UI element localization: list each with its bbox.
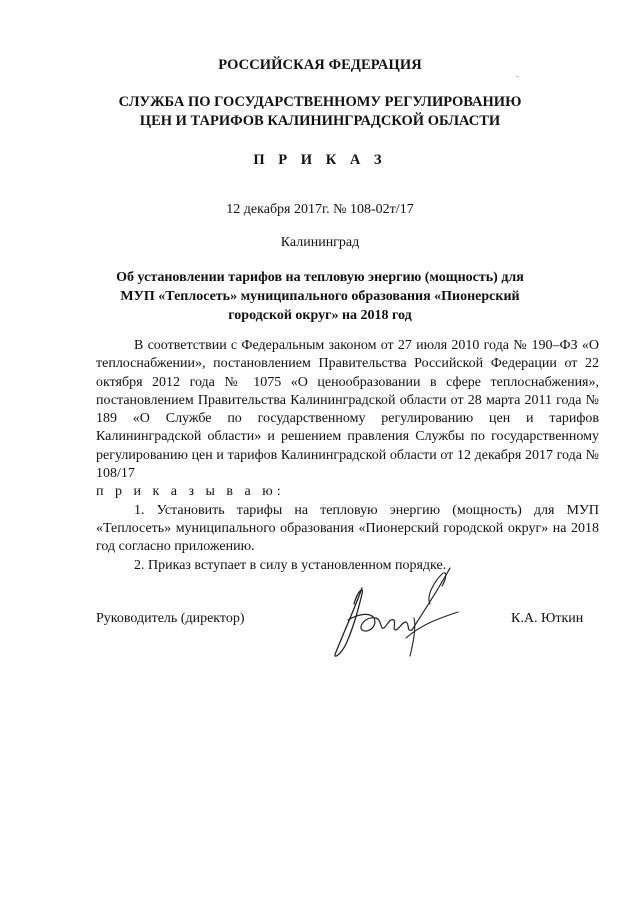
subject-line1: Об установлении тарифов на тепловую энергию (мощность) для [116,270,524,285]
document-type: П Р И К А З [253,152,387,168]
service-name-line2: ЦЕН И ТАРИФОВ КАЛИНИНГРАДСКОЙ ОБЛАСТИ [139,113,501,129]
order-word: п р и к а з ы в а ю: [96,484,285,500]
subject-line2: МУП «Теплосеть» муниципального образования «Пионерский [120,289,520,304]
date-and-number: 12 декабря 2017г. № 108-02т/17 [226,202,414,217]
signatory-name: К.А. Юткин [511,611,584,626]
order-item-2: 2. Приказ вступает в силу в установленном порядке. [134,557,447,573]
handwritten-signature [318,560,468,670]
preamble-paragraph: В соответствии с Федеральным законом от 27 июля 2010 года № 190–ФЗ «О теплоснабжении», постановлением Правительства Российской Федерации от 22 октября 2012 года № 1075 «О ценообразовании в сфере теплоснабжения», постановлением Правительства Калининградской области от 28 марта 2011 года № 189 «О Службе по государственному регулированию цен и тарифов Калининградской области» и решением правления Службы по государственному регулированию цен и тарифов Калининградской области от 12 декабря 2017 года № 108/17 [96,338,599,482]
scan-speck [516,76,519,77]
order-item-1: 1. Установить тарифы на тепловую энергию (мощность) для МУП «Теплосеть» муниципального образования «Пионерский городской округ» на 2018 год согласно приложению. [96,502,599,555]
service-name-line1: СЛУЖБА ПО ГОСУДАРСТВЕННОМУ РЕГУЛИРОВАНИЮ [118,94,522,110]
subject-line3: городской округ» на 2018 год [228,308,412,323]
order-body [96,337,599,575]
federation-heading: РОССИЙСКАЯ ФЕДЕРАЦИЯ [218,57,422,73]
city: Калининград [280,235,360,250]
order-subject [0,268,640,325]
signatory-position: Руководитель (директор) [96,611,245,626]
